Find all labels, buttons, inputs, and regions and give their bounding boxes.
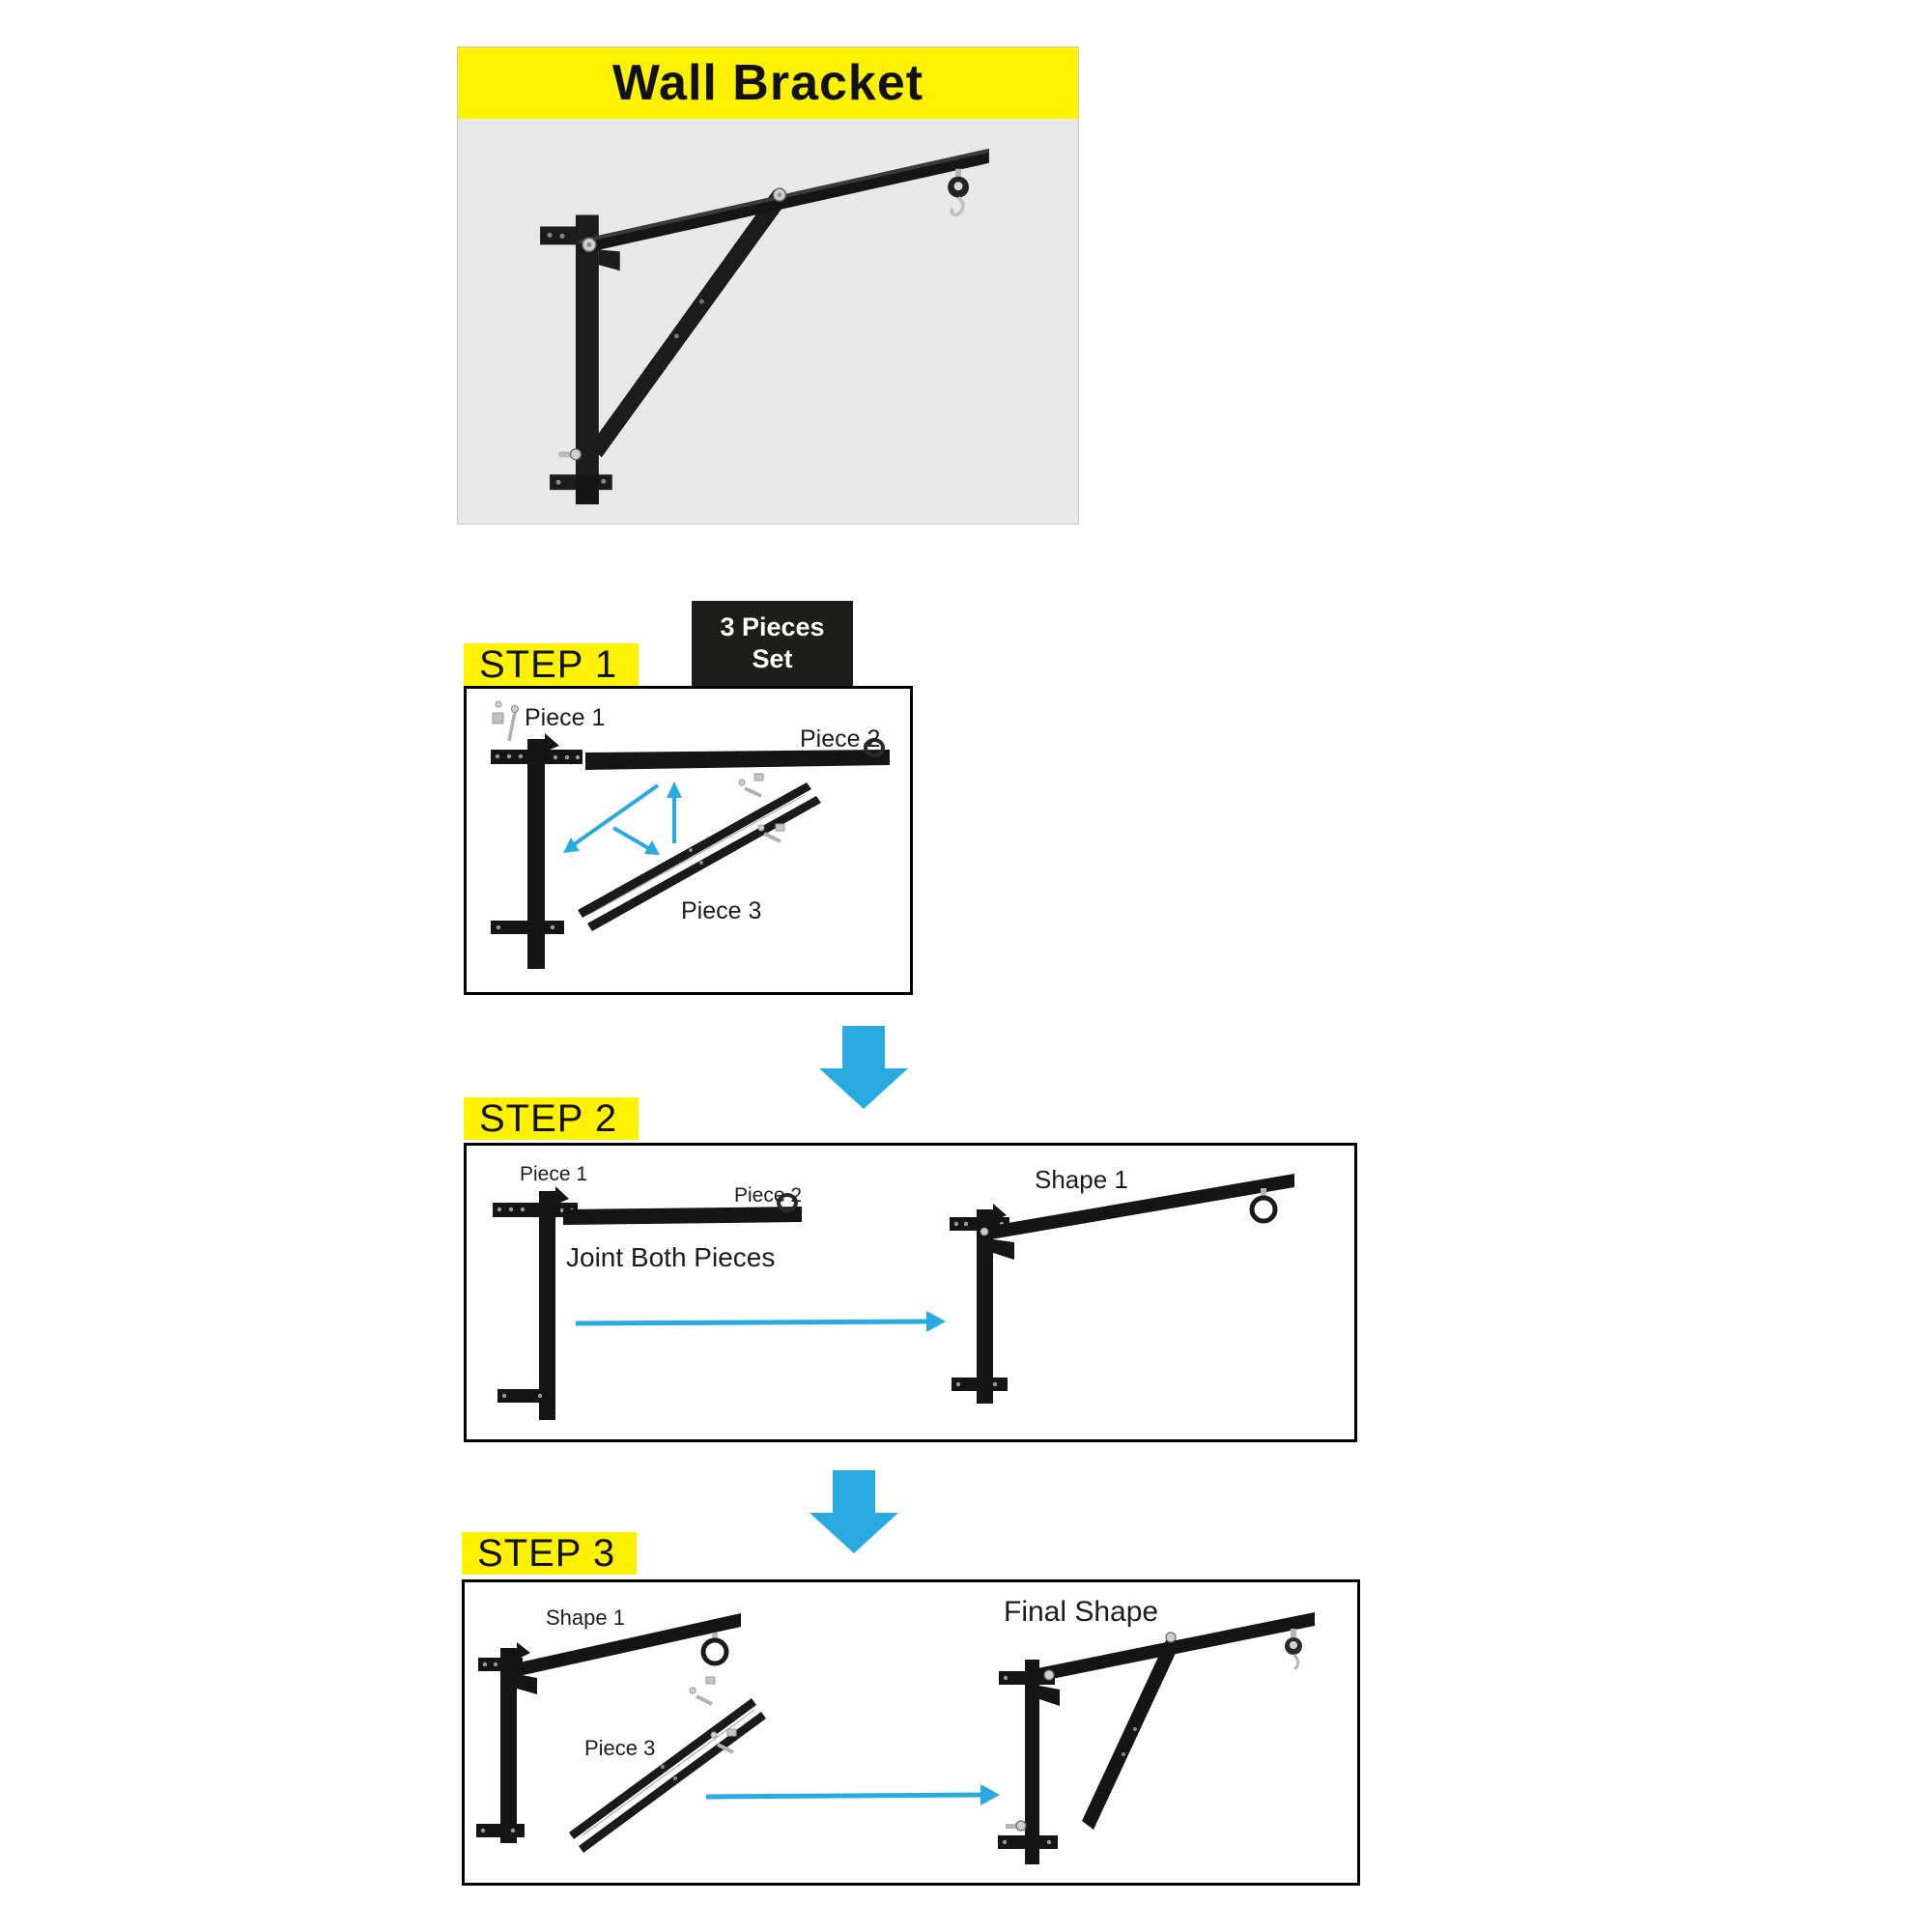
badge-line-2: Set	[752, 644, 793, 673]
step2-label: STEP 2	[464, 1097, 639, 1140]
step2-instruction: Joint Both Pieces	[566, 1242, 776, 1272]
step1-piece2-label: Piece 2	[800, 725, 881, 753]
step2-shape1-label: Shape 1	[1035, 1165, 1128, 1194]
step1-box	[464, 686, 913, 995]
assembly-arrows	[563, 781, 682, 855]
step3-piece3-label: Piece 3	[584, 1736, 656, 1760]
step2-piece2-label: Piece 2	[734, 1184, 803, 1207]
step2-piece1-label: Piece 1	[520, 1163, 588, 1185]
step1-label: STEP 1	[464, 643, 639, 686]
product-card	[457, 46, 1079, 525]
assembly-arrow	[576, 1311, 946, 1332]
down-arrow-icon-1	[819, 1026, 908, 1109]
shape1-graphic	[950, 1174, 1294, 1404]
product-title: Wall Bracket	[611, 55, 924, 111]
step2-diagram	[467, 1146, 1354, 1439]
badge-line-1: 3 Pieces	[720, 612, 825, 641]
down-arrow-icon-2	[810, 1470, 898, 1553]
step3-label: STEP 3	[462, 1532, 637, 1575]
final-shape-graphic	[998, 1612, 1315, 1864]
bolt-icon-1	[690, 1677, 715, 1704]
screw-icon	[493, 701, 519, 741]
product-header	[458, 47, 1078, 119]
photo-eye-bolt	[955, 169, 961, 178]
step1-piece1-label: Piece 1	[525, 704, 606, 731]
product-photo	[458, 119, 1078, 524]
bolt-icon-1	[739, 774, 763, 796]
step3-shape1-label: Shape 1	[546, 1605, 625, 1630]
piece3-graphic	[569, 1677, 766, 1853]
step3-box	[462, 1579, 1360, 1886]
step1-piece3-label: Piece 3	[681, 897, 762, 924]
pieces-set-badge	[692, 601, 853, 686]
photo-top-wall-plate	[540, 226, 579, 244]
step3-final-shape-label: Final Shape	[1004, 1596, 1159, 1628]
assembly-arrow	[706, 1784, 1000, 1805]
step2-box	[464, 1143, 1357, 1442]
photo-post	[576, 215, 599, 505]
wall-bracket-photo	[458, 119, 1078, 524]
